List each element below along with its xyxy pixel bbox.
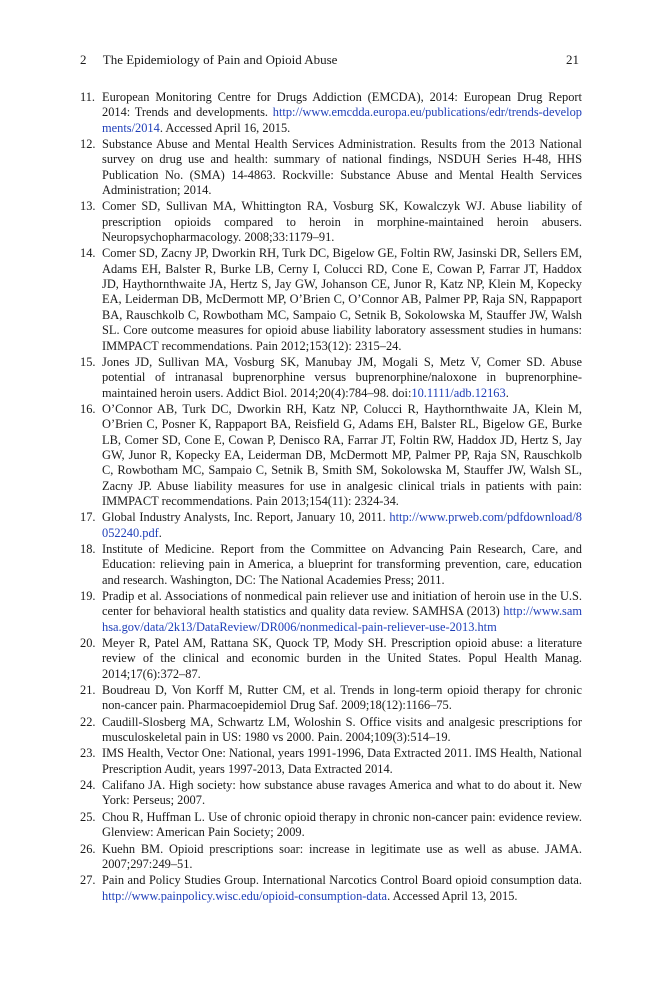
reference-item xyxy=(80,137,582,198)
reference-link[interactable]: http://www.painpolicy.wisc.edu/opioid-consumption-data xyxy=(102,888,388,903)
reference-text: Caudill-Slosberg MA, Schwartz LM, Woloshin S. Office visits and analgesic prescriptions for musculoskeletal pain in US: 1980 vs 2000. Pain. 2004;109(3):514–19. xyxy=(102,714,582,745)
reference-number: 23. xyxy=(80,746,96,761)
reference-suffix: . xyxy=(505,385,509,400)
reference-number: 20. xyxy=(80,636,96,651)
reference-suffix: . Accessed April 16, 2015. xyxy=(159,120,291,135)
reference-text: Institute of Medicine. Report from the Committee on Advancing Pain Research, Care, and Education: relieving pain in America, a blueprint for transforming prevention, care, education and research. Washington, DC: The National Academies Press; 2011. xyxy=(102,541,582,587)
reference-text: IMS Health, Vector One: National, years 1991-1996, Data Extracted 2011. IMS Health, National Prescription Audit, years 1997-2013, Data Extracted 2014. xyxy=(102,746,582,776)
chapter-title: 2 The Epidemiology of Pain and Opioid Abuse xyxy=(80,52,338,67)
reference-suffix: . Accessed April 13, 2015. xyxy=(387,888,518,903)
reference-item xyxy=(80,810,582,841)
reference-item xyxy=(80,355,582,401)
reference-item xyxy=(80,510,582,541)
reference-number: 25. xyxy=(80,809,96,824)
reference-text: Califano JA. High society: how substance abuse ravages America and what to do about it. New York: Perseus; 2007. xyxy=(102,778,582,808)
reference-text: Comer SD, Sullivan MA, Whittington RA, Vosburg SK, Kowalczyk WJ. Abuse liability of prescription opioids compared to heroin in morphine-maintained heroin abusers. Neuropsychopharmacology. 2008;33:1179–91. xyxy=(102,199,582,245)
reference-number: 12. xyxy=(80,137,96,152)
reference-text: Kuehn BM. Opioid prescriptions soar: increase in legitimate use as well as abuse. JAMA. 2007;297:249–51. xyxy=(102,841,582,871)
reference-list xyxy=(80,90,582,905)
reference-number: 22. xyxy=(80,714,96,729)
reference-text: Pain and Policy Studies Group. International Narcotics Control Board opioid consumption data. xyxy=(102,873,582,888)
reference-item xyxy=(80,589,582,635)
reference-number: 27. xyxy=(80,873,96,888)
reference-item xyxy=(80,246,582,353)
reference-link[interactable]: http://www.prweb.com/pdfdownload/8052240.pdf xyxy=(102,510,582,540)
reference-item xyxy=(80,636,582,682)
reference-text: Global Industry Analysts, Inc. Report, January 10, 2011. xyxy=(102,510,386,525)
reference-number: 15. xyxy=(80,354,96,369)
reference-number: 16. xyxy=(80,401,96,416)
reference-text: Comer SD, Zacny JP, Dworkin RH, Turk DC, Bigelow GE, Foltin RW, Jasinski DR, Sellers EM, Adams EH, Balster R, Burke LB, Cerny I, Colucci RD, Cone E, Cowan P, Farrar JT, Haddox JD, Haythornthwaite JA, Hertz S, Jay GW, Johanson CE, Junor R, Katz NP, Klein M, Kopecky EA, Leiderman DB, McDermott MP, O’Brien C, O’Connor AB, Palmer PP, Raja SN, Rappaport BA, Rauschkolb C, Rowbotham MC, Sampaio C, Setnik B, Sokolowska M, Stauffer JW, Walsh SL. Core outcome measures for opioid abuse liability laboratory assessment studies in humans: IMMPACT recommendations. Pain 2012;153(12): 2315–24. xyxy=(102,246,582,353)
reference-item xyxy=(80,402,582,509)
reference-number: 13. xyxy=(80,199,96,214)
reference-text: Jones JD, Sullivan MA, Vosburg SK, Manubay JM, Mogali S, Metz V, Comer SD. Abuse potential of intranasal buprenorphine versus buprenorphine/naloxone in buprenorphine-maintained heroin users. Addict Biol. 2014;20(4):784–98. doi: xyxy=(102,354,582,400)
reference-item xyxy=(80,683,582,714)
reference-item xyxy=(80,542,582,588)
reference-text: European Monitoring Centre for Drugs Addiction (EMCDA), 2014: European Drug Report 2014: Trends and developments. xyxy=(102,90,582,120)
reference-item xyxy=(80,90,582,136)
reference-link[interactable]: http://www.samhsa.gov/data/2k13/DataReview/DR006/nonmedical-pain-reliever-use-2013.htm xyxy=(102,604,582,634)
reference-text: Chou R, Huffman L. Use of chronic opioid therapy in chronic non-cancer pain: evidence review. Glenview: American Pain Society; 2009. xyxy=(102,809,582,840)
reference-text: Substance Abuse and Mental Health Services Administration. Results from the 2013 National survey on drug use and health: summary of national findings, NSDUH Series H-48, HHS Publication No. (SMA) 14-4863. Rockville: Substance Abuse and Mental Health Services Administration; 2014. xyxy=(102,137,582,198)
reference-item xyxy=(80,746,582,777)
reference-suffix: . xyxy=(158,525,162,540)
reference-number: 18. xyxy=(80,541,96,556)
reference-number: 17. xyxy=(80,510,96,525)
running-head xyxy=(80,52,579,68)
reference-number: 19. xyxy=(80,589,96,603)
reference-number: 14. xyxy=(80,246,96,261)
page-number: 21 xyxy=(566,52,579,67)
reference-link[interactable]: 10.1111/adb.12163 xyxy=(411,385,506,400)
reference-number: 26. xyxy=(80,841,96,856)
reference-item xyxy=(80,873,582,904)
reference-text: Boudreau D, Von Korff M, Rutter CM, et al. Trends in long-term opioid therapy for chronic non-cancer pain. Pharmacoepidemiol Drug Saf. 2009;18(12):1166–75. xyxy=(102,683,582,713)
reference-number: 21. xyxy=(80,683,96,698)
reference-item xyxy=(80,715,582,746)
reference-item xyxy=(80,842,582,873)
reference-item xyxy=(80,199,582,245)
reference-link[interactable]: http://www.emcdda.europa.eu/publications/edr/trends-developments/2014 xyxy=(102,105,582,135)
reference-text: Pradip et al. Associations of nonmedical pain reliever use and initiation of heroin use in the U.S. center for behavioral health statistics and quality data review. SAMHSA (2013) xyxy=(102,589,582,619)
reference-text: O’Connor AB, Turk DC, Dworkin RH, Katz NP, Colucci R, Haythornthwaite JA, Klein M, O’Brien C, Posner K, Rappaport BA, Reisfield G, Adams EH, Balster RL, Bigelow GE, Burke LB, Comer SD, Cone E, Cowan P, Denisco RA, Farrar JT, Foltin RW, Haddox JD, Hertz S, Jay GW, Junor R, Kopecky EA, Leiderman DB, McDermott MP, Palmer PP, Raja SN, Rauschkolb C, Rowbotham MC, Sampaio C, Setnik B, Smith SM, Sokolowska M, Stauffer JW, Walsh SL, Zacny JP. Abuse liability measures for use in analgesic clinical trials in patients with pain: IMMPACT recommendations. Pain 2013;154(11): 2324-34. xyxy=(102,401,582,508)
reference-item xyxy=(80,778,582,809)
reference-number: 24. xyxy=(80,778,96,793)
reference-number: 11. xyxy=(80,90,96,104)
reference-text: Meyer R, Patel AM, Rattana SK, Quock TP, Mody SH. Prescription opioid abuse: a literature review of the clinical and economic burden in the United States. Popul Health Manag. 2014;17(6):372–87. xyxy=(102,636,582,681)
